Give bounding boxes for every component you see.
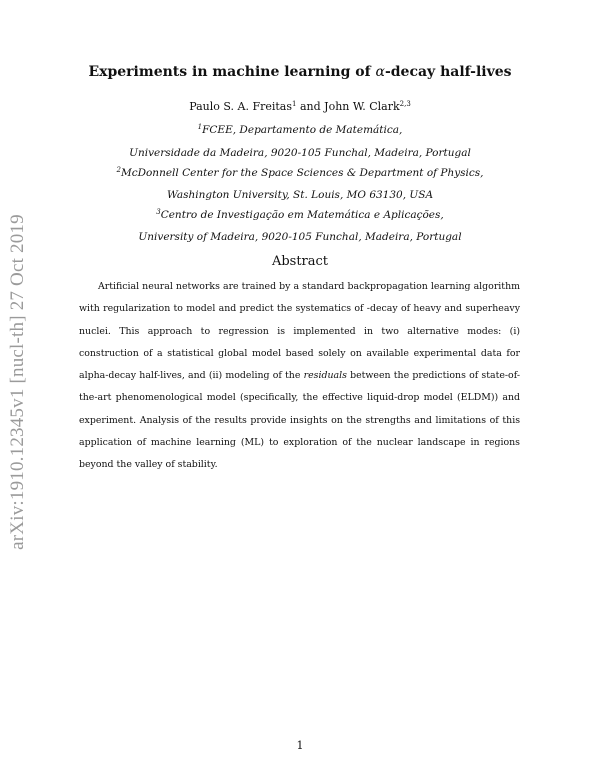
affiliation-mark: 3 [156,208,161,216]
affiliation-2-line-2: Washington University, St. Louis, MO 63130, USA [166,189,434,201]
affiliation-mark: 1 [197,123,203,131]
title-text-pre: Experiments in machine learning of [88,64,376,80]
affiliation-1-line-1 [60,124,540,136]
affiliation-3-line-2: University of Madeira, 9020-105 Funchal, Madeira, Portugal [138,231,462,243]
author-name: Paulo S. A. Freitas [189,100,292,113]
affiliation-text: McDonnell Center for the Space Sciences & Department of Physics, [120,167,484,179]
title-text-post: -decay half-lives [384,64,512,80]
author-name: John W. Clark [324,100,400,113]
affiliation-1-line-2: Universidade da Madeira, 9020-105 Funchal, Madeira, Portugal [129,147,471,159]
affiliation-2-line-1 [60,167,540,179]
abstract-text: Artificial neural networks are trained by a standard backpropagation learning algorithm with regularization to model and predict the systematics of -decay of heavy and superheavy nuclei. This approach to regression is implemented in two alternative modes: (i) construction of a statistical global model based solely on available experimental data for alpha-decay half-lives, and (ii) modeling of the [79,281,520,382]
affiliation-text: FCEE, Departamento de Matemática, [202,124,403,136]
author-conjunction: and [296,100,325,113]
abstract-heading: Abstract [271,254,329,269]
paper-title [60,64,540,80]
author-list [60,100,540,113]
affiliation-mark: 2 [116,166,121,174]
abstract-text: between the predictions of state-of-the-art phenomenological model (specifically, the effective liquid-drop model (ELDM)) and experiment. Analysis of the results provide insights on the strengths and limitations of this application of machine learning (ML) to exploration of the nuclear landscape in regions beyond the valley of stability. [79,370,520,471]
abstract-emphasis: residuals [303,370,347,382]
author-affiliation-mark: 1 [292,100,297,108]
arxiv-identifier-stamp: arXiv:1910.12345v1 [nucl-th] 27 Oct 2019 [7,214,28,550]
page-number: 1 [296,739,304,752]
abstract-body [79,276,520,477]
affiliation-3-line-1 [60,209,540,221]
alpha-symbol: α [375,64,385,80]
author-affiliation-mark: 2,3 [399,100,411,108]
affiliation-text: Centro de Investigação em Matemática e Aplicações, [160,209,444,221]
